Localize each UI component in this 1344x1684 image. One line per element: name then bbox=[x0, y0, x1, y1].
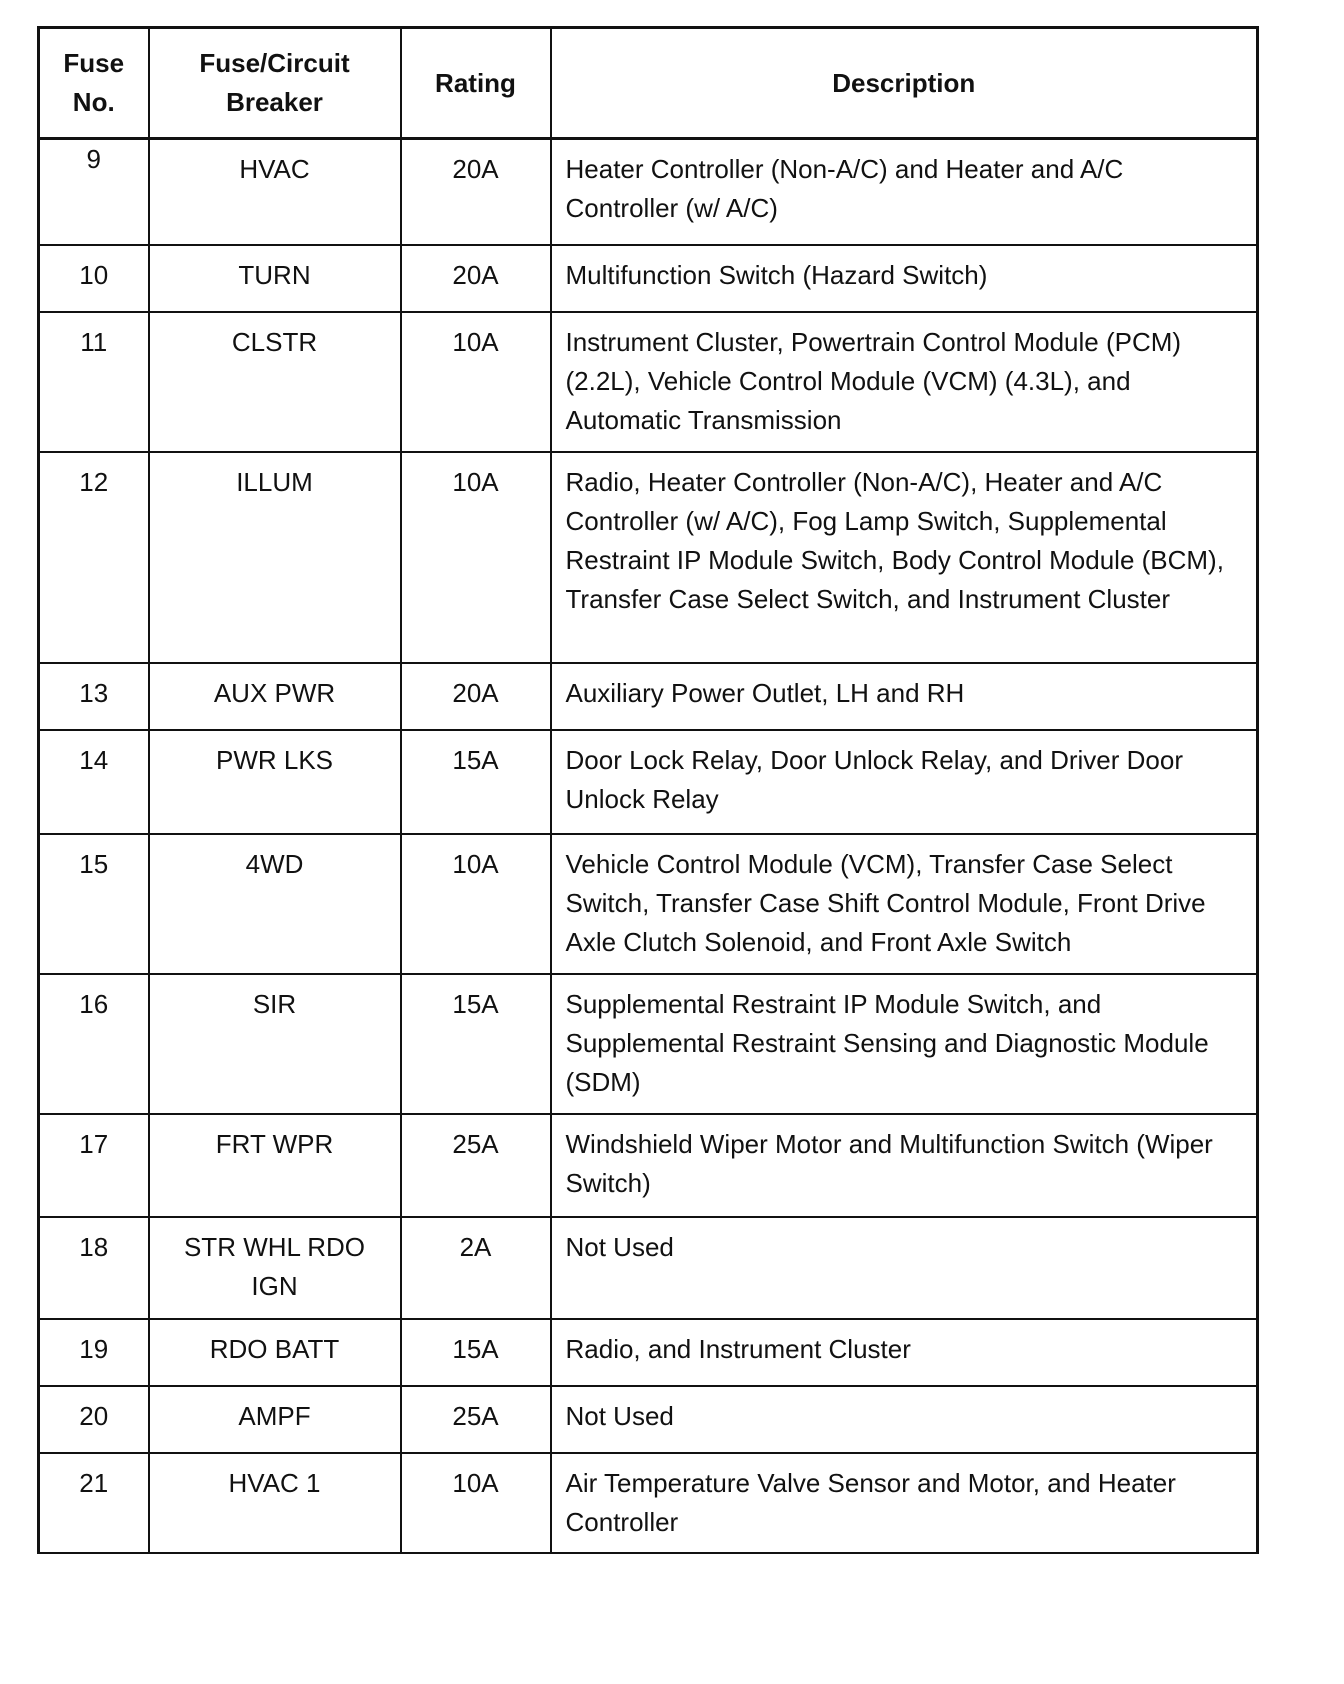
fuse-rating-cell: 2A bbox=[401, 1217, 551, 1319]
table-row bbox=[39, 245, 1258, 312]
fuse-rating-cell: 15A bbox=[401, 1319, 551, 1386]
fuse-number-cell: 14 bbox=[39, 730, 149, 834]
header-fuse-no-line2: No. bbox=[72, 87, 115, 117]
fuse-description-cell: Radio, and Instrument Cluster bbox=[551, 1319, 1258, 1386]
fuse-number-cell: 15 bbox=[39, 834, 149, 974]
header-breaker-line1: Fuse/Circuit bbox=[199, 48, 350, 78]
table-row bbox=[39, 312, 1258, 452]
fuse-table bbox=[37, 26, 1259, 1554]
fuse-number-cell: 19 bbox=[39, 1319, 149, 1386]
fuse-number-cell: 17 bbox=[39, 1114, 149, 1217]
fuse-breaker-cell: CLSTR bbox=[149, 312, 401, 452]
fuse-rating-cell: 25A bbox=[401, 1386, 551, 1453]
fuse-number-cell: 16 bbox=[39, 974, 149, 1114]
fuse-number-cell: 13 bbox=[39, 663, 149, 730]
fuse-rating-cell: 10A bbox=[401, 452, 551, 663]
table-row bbox=[39, 1319, 1258, 1386]
fuse-description-cell: Instrument Cluster, Powertrain Control Module (PCM) (2.2L), Vehicle Control Module (VCM) (4.3L), and Automatic Transmission bbox=[551, 312, 1258, 452]
fuse-rating-cell: 20A bbox=[401, 245, 551, 312]
fuse-number-cell: 20 bbox=[39, 1386, 149, 1453]
fuse-description-cell: Not Used bbox=[551, 1386, 1258, 1453]
fuse-rating-cell: 20A bbox=[401, 663, 551, 730]
fuse-number-cell: 18 bbox=[39, 1217, 149, 1319]
table-row bbox=[39, 1114, 1258, 1217]
fuse-rating-cell: 25A bbox=[401, 1114, 551, 1217]
table-row bbox=[39, 1386, 1258, 1453]
fuse-rating-cell: 20A bbox=[401, 139, 551, 245]
fuse-description-cell: Supplemental Restraint IP Module Switch, and Supplemental Restraint Sensing and Diagnostic Module (SDM) bbox=[551, 974, 1258, 1114]
fuse-breaker-cell: STR WHL RDO IGN bbox=[149, 1217, 401, 1319]
fuse-breaker-cell: PWR LKS bbox=[149, 730, 401, 834]
fuse-number-cell: 21 bbox=[39, 1453, 149, 1553]
fuse-breaker-cell: ILLUM bbox=[149, 452, 401, 663]
fuse-breaker-cell: SIR bbox=[149, 974, 401, 1114]
fuse-description-cell: Air Temperature Valve Sensor and Motor, and Heater Controller bbox=[551, 1453, 1258, 1553]
header-row bbox=[39, 28, 1258, 139]
fuse-table-body bbox=[39, 139, 1258, 1553]
fuse-description-cell: Door Lock Relay, Door Unlock Relay, and Driver Door Unlock Relay bbox=[551, 730, 1258, 834]
fuse-description-cell: Auxiliary Power Outlet, LH and RH bbox=[551, 663, 1258, 730]
table-row bbox=[39, 1217, 1258, 1319]
fuse-rating-cell: 15A bbox=[401, 730, 551, 834]
fuse-number-cell: 11 bbox=[39, 312, 149, 452]
header-fuse-no-line1: Fuse bbox=[63, 48, 125, 78]
header-description: Description bbox=[551, 28, 1258, 139]
header-breaker-line2: Breaker bbox=[226, 87, 323, 117]
table-row bbox=[39, 974, 1258, 1114]
fuse-description-cell: Multifunction Switch (Hazard Switch) bbox=[551, 245, 1258, 312]
fuse-breaker-cell: HVAC 1 bbox=[149, 1453, 401, 1553]
fuse-breaker-cell: 4WD bbox=[149, 834, 401, 974]
fuse-description-cell: Windshield Wiper Motor and Multifunction Switch (Wiper Switch) bbox=[551, 1114, 1258, 1217]
fuse-description-cell: Radio, Heater Controller (Non-A/C), Heater and A/C Controller (w/ A/C), Fog Lamp Switch, Supplemental Restraint IP Module Switch, Body Control Module (BCM), Transfer Case Select Switch, and Instrument Cluster bbox=[551, 452, 1258, 663]
fuse-breaker-cell: HVAC bbox=[149, 139, 401, 245]
header-breaker bbox=[149, 28, 401, 139]
fuse-breaker-cell: AMPF bbox=[149, 1386, 401, 1453]
fuse-rating-cell: 10A bbox=[401, 1453, 551, 1553]
fuse-description-cell: Heater Controller (Non-A/C) and Heater and A/C Controller (w/ A/C) bbox=[551, 139, 1258, 245]
table-row bbox=[39, 834, 1258, 974]
fuse-number-cell: 10 bbox=[39, 245, 149, 312]
header-fuse-no bbox=[39, 28, 149, 139]
table-row bbox=[39, 452, 1258, 663]
fuse-breaker-cell: FRT WPR bbox=[149, 1114, 401, 1217]
table-row bbox=[39, 663, 1258, 730]
table-row bbox=[39, 139, 1258, 245]
fuse-breaker-cell: AUX PWR bbox=[149, 663, 401, 730]
fuse-number-cell: 9 bbox=[39, 139, 149, 245]
fuse-rating-cell: 10A bbox=[401, 312, 551, 452]
fuse-description-cell: Not Used bbox=[551, 1217, 1258, 1319]
table-row bbox=[39, 730, 1258, 834]
header-rating: Rating bbox=[401, 28, 551, 139]
fuse-number-cell: 12 bbox=[39, 452, 149, 663]
fuse-description-cell: Vehicle Control Module (VCM), Transfer Case Select Switch, Transfer Case Shift Control Module, Front Drive Axle Clutch Solenoid, and Front Axle Switch bbox=[551, 834, 1258, 974]
fuse-rating-cell: 10A bbox=[401, 834, 551, 974]
fuse-rating-cell: 15A bbox=[401, 974, 551, 1114]
table-row bbox=[39, 1453, 1258, 1553]
fuse-breaker-cell: TURN bbox=[149, 245, 401, 312]
fuse-breaker-cell: RDO BATT bbox=[149, 1319, 401, 1386]
